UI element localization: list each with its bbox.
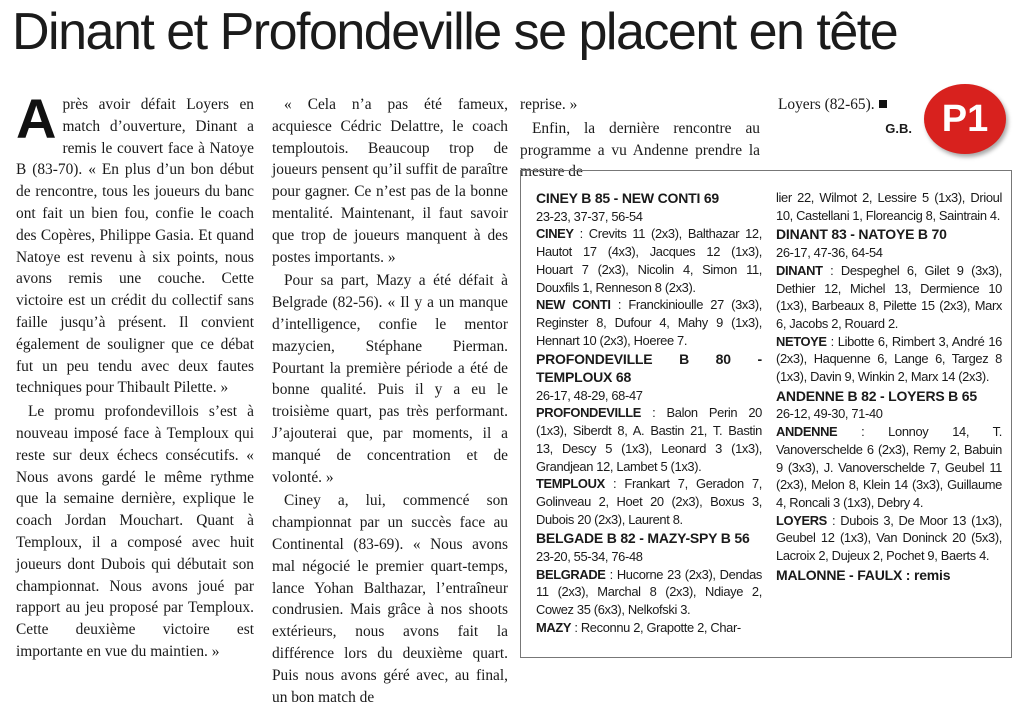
team-players: : Hucorne 23 (2x3), Dendas 11 (2x3), Marchal 8 (2x3), Ndiaye 2, Cowez 35 (6x3), Nelkofski 3. — [536, 566, 762, 618]
team-players: : Balon Perin 20 (1x3), Siberdt 8, A. Bastin 21, T. Bastin 13, Descy 5 (1x3), Leonard 3 (1x3), Grandjean 12, Lambet 5 (1x3). — [536, 405, 762, 474]
end-square-icon — [879, 100, 887, 108]
headline: Dinant et Profondeville se placent en tête — [12, 3, 898, 61]
team-players-continued: lier 22, Wilmot 2, Lessire 5 (1x3), Drioul 10, Castellani 1, Floreancig 8, Saintrain 4. — [776, 190, 1002, 223]
quarter-scores: 26-17, 48-29, 68-47 — [536, 387, 643, 403]
team-players: : Crevits 11 (2x3), Balthazar 12, Hautot 17 (4x3), Jacques 12 (1x3), Houart 7 (2x3), Nicolin 4, Simon 11, Douxfils 1, Renneson 8 (2x3). — [536, 226, 762, 295]
team-name: LOYERS — [776, 512, 827, 528]
match-block — [536, 190, 762, 349]
paragraph: Le promu profondevillois s’est à nouveau imposé face à Temploux qui reste sur deux échecs consécutifs. « Nous avons gardé le même rythme que la semaine dernière, explique le coach Jordan Mouchart. Quant à Temploux, il a composé avec huit joueurs dont Dubois qui débutait son championnat. Nous avons joué par rapport au jeu proposé par Temploux. Cette deuxième victoire est importante en vue du maintien. » — [16, 403, 254, 660]
drop-cap: A — [16, 87, 57, 150]
paragraph: près avoir défait Loyers en match d’ouverture, Dinant a remis le couvert face à Natoye B (83-70). « En plus d’un bon début de rencontre, tous les joueurs du banc ont fait un bien fou, confie le coach des Copères, Philippe Gasia. Et quand Natoye est revenu à six points, nous avons remis une couche. Cette victoire est un crédit du collectif sans faille jusqu’à présent. Il convient également de souligner que ce débat fut un peu tendu avec deux fautes techniques pour Thibault Pilette. » — [16, 96, 254, 397]
paragraph: Ciney a, lui, commencé son championnat par un succès face au Continental (83-69). « Nous avons mal négocié le premier quart-temps, lance Yohan Balthazar, l’entraîneur condrusien. Mais grâce à nos shoots extérieurs, nous avons fait la différence lors du deuxième quart. Puis nous avons géré avec, au final, un bon match de — [272, 492, 508, 706]
author-signature: G.B. — [885, 120, 912, 136]
paragraph: Enfin, la dernière rencontre au programme a vu Andenne prendre la mesure de — [520, 119, 760, 181]
match-title: DINANT 83 - NATOYE B 70 — [776, 226, 947, 243]
quarter-scores: 23-23, 37-37, 56-54 — [536, 208, 643, 224]
results-column-right — [776, 189, 1002, 584]
paragraph — [778, 94, 912, 116]
match-block — [536, 530, 762, 636]
paragraph: reprise. » — [520, 96, 578, 113]
team-lineup — [776, 512, 1002, 565]
team-lineup — [536, 619, 762, 637]
team-lineup — [776, 333, 1002, 386]
team-players: : Reconnu 2, Grapotte 2, Char- — [571, 619, 741, 635]
team-players: : Frankart 7, Geradon 7, Golinveau 2, Hoet 20 (2x3), Boxus 3, Dubois 20 (2x3), Laurent 8. — [536, 476, 762, 527]
team-players: : Libotte 6, Rimbert 3, André 16 (2x3), Haquenne 6, Lange 6, Targez 8 (1x3), Davin 9, Winkin 2, Marx 14 (2x3). — [776, 333, 1002, 385]
quarter-scores: 26-17, 47-36, 64-54 — [776, 245, 883, 261]
team-name: TEMPLOUX — [536, 476, 605, 492]
team-name: MAZY — [536, 619, 572, 635]
paragraph: Pour sa part, Mazy a été défait à Belgrade (82-56). « Il y a un manque d’intelligence, confie le mentor mazycien, Stéphane Pierman. Pourtant la première période a été de bonne qualité. Puis il y a eu le troisième quart, pas très performant. J’ajouterai que, par moments, il a manqué de concentration et de volonté. » — [272, 272, 508, 486]
team-players: : Franckinioulle 27 (3x3), Reginster 8, Dufour 4, Mahy 9 (1x3), Hennart 10 (2x3), Hoeree 7. — [536, 297, 763, 348]
team-lineup — [536, 566, 762, 619]
quarter-scores: 23-20, 55-34, 76-48 — [536, 549, 643, 565]
match-block — [776, 388, 1002, 565]
match-title: MALONNE - FAULX : remis — [776, 566, 951, 583]
team-players: : Lonnoy 14, T. Vanoverschelde 6 (2x3), Remy 2, Babuin 9 (3x3), J. Vanoverschelde 7, Geubel 11 (2x3), Melon 8, Klein 14 (3x3), Guillaume 4, Roncali 3 (1x3), Debry 4. — [776, 424, 1002, 510]
team-lineup — [536, 475, 762, 528]
team-lineup — [536, 404, 762, 475]
results-column-left — [536, 188, 762, 637]
paragraph: « Cela n’a pas été fameux, acquiesce Cédric Delattre, le coach temploutois. Beaucoup trop de joueurs pensent qu’il suffit de paraître pour gagner. Ce n’est pas de la bonne mentalité. Maintenant, il faut savoir que trop de joueurs manquent à des postes importants. » — [272, 96, 508, 266]
team-lineup — [536, 296, 762, 349]
match-block — [536, 351, 762, 528]
team-lineup — [776, 262, 1002, 333]
team-players: : Despeghel 6, Gilet 9 (3x3), Dethier 12, Michel 13, Dermience 10 (1x3), Barbeaux 8, Pilette 15 (2x3), Marx 6, Jacobs 2, Rouard 2. — [776, 262, 1002, 331]
article-column-2 — [272, 94, 508, 708]
match-title: PROFONDEVILLE B 80 - TEMPLOUX 68 — [536, 351, 762, 386]
team-lineup — [776, 423, 1002, 512]
match-title: ANDENNE B 82 - LOYERS B 65 — [776, 387, 977, 404]
team-name: PROFONDEVILLE — [536, 405, 642, 421]
team-name: DINANT — [776, 262, 823, 278]
league-badge: P1 — [924, 84, 1006, 154]
team-name: NETOYE — [776, 333, 827, 349]
team-lineup — [536, 225, 762, 296]
paragraph-text: Loyers (82-65). — [778, 96, 875, 113]
article-column-1 — [16, 87, 254, 663]
match-block — [776, 226, 1002, 385]
team-name: NEW CONTI — [536, 297, 611, 313]
team-name: BELGRADE — [536, 566, 606, 582]
team-name: CINEY — [536, 226, 574, 242]
article-column-4 — [778, 94, 912, 140]
team-players: : Dubois 3, De Moor 13 (1x3), Geubel 12 (1x3), Van Doninck 20 (5x3), Lacroix 2, Dujeux 2, Pochet 9, Baerts 4. — [776, 512, 1002, 564]
quarter-scores: 26-12, 49-30, 71-40 — [776, 406, 883, 422]
team-name: ANDENNE — [776, 424, 838, 440]
match-title: BELGADE B 82 - MAZY-SPY B 56 — [536, 530, 750, 547]
match-title: CINEY B 85 - NEW CONTI 69 — [536, 190, 720, 206]
